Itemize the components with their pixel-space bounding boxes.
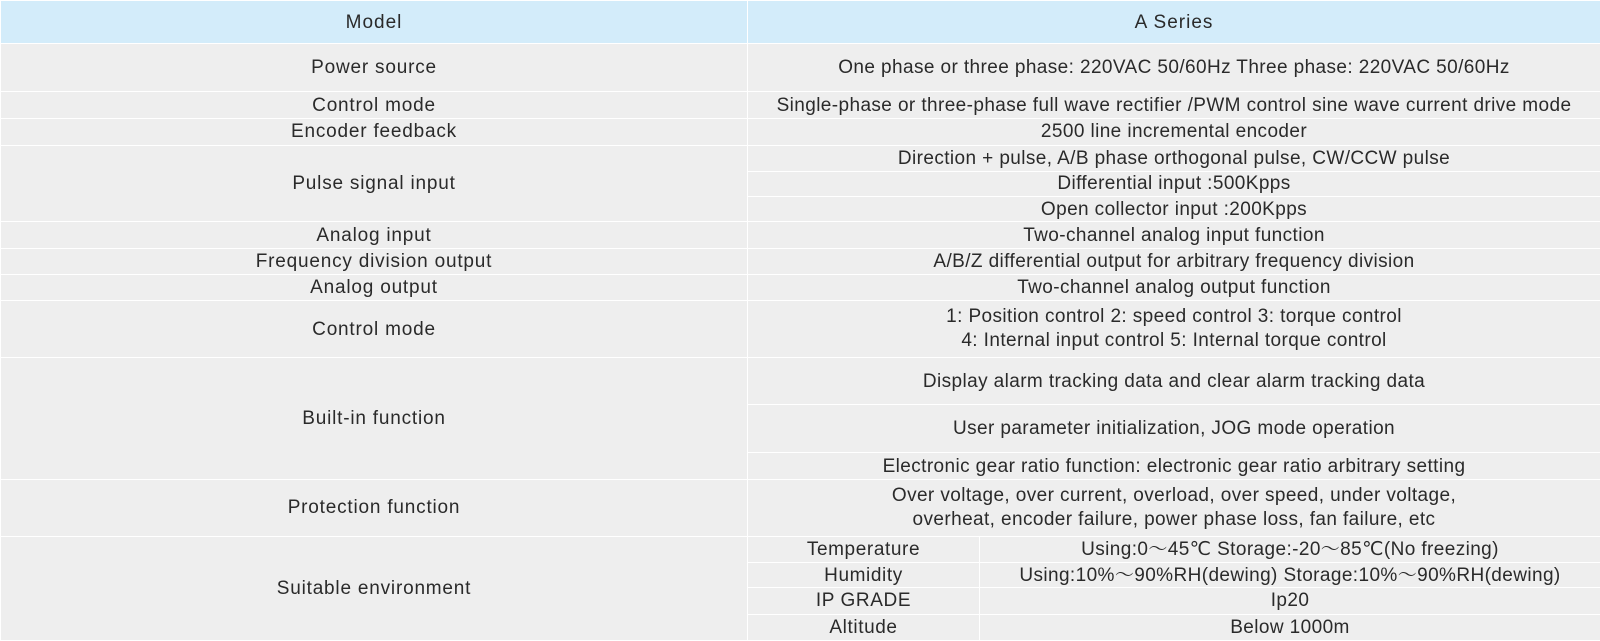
protection-function-line: Over voltage, over current, overload, over speed, under voltage, xyxy=(891,484,1457,506)
temperature-value: Using:0～45℃ Storage:-20～85℃(No freezing) xyxy=(980,536,1600,562)
row-analog-output xyxy=(1,274,1600,300)
encoder-feedback-label: Encoder feedback xyxy=(1,119,748,145)
encoder-feedback-value: 2500 line incremental encoder xyxy=(748,119,1600,145)
row-temperature xyxy=(1,536,1600,562)
control-mode-line: 1: Position control 2: speed control 3: torque control xyxy=(946,306,1402,328)
row-control-mode xyxy=(1,91,1600,118)
pulse-signal-input-value: Differential input :500Kpps xyxy=(748,171,1600,196)
power-source-value: One phase or three phase: 220VAC 50/60Hz Three phase: 220VAC 50/60Hz xyxy=(748,44,1600,92)
analog-input-value: Two-channel analog input function xyxy=(748,222,1600,248)
row-protection-function xyxy=(1,480,1600,537)
control-mode-line: 4: Internal input control 5: Internal torque control xyxy=(961,330,1387,352)
control-mode-label: Control mode xyxy=(1,91,748,118)
temperature-label: Temperature xyxy=(748,536,980,562)
control-mode-list-label: Control mode xyxy=(1,301,748,358)
row-frequency-division-output xyxy=(1,248,1600,274)
row-analog-input xyxy=(1,222,1600,248)
row-control-mode-list xyxy=(1,301,1600,358)
control-mode-list-value xyxy=(748,301,1600,358)
analog-output-value: Two-channel analog output function xyxy=(748,274,1600,300)
suitable-environment-label: Suitable environment xyxy=(1,536,748,640)
control-mode-value: Single-phase or three-phase full wave rectifier /PWM control sine wave current drive mode xyxy=(748,91,1600,118)
ip-grade-value: Ip20 xyxy=(980,588,1600,614)
frequency-division-output-label: Frequency division output xyxy=(1,248,748,274)
row-power-source xyxy=(1,44,1600,92)
power-source-label: Power source xyxy=(1,44,748,92)
built-in-function-label: Built-in function xyxy=(1,357,748,479)
humidity-value: Using:10%～90%RH(dewing) Storage:10%～90%RH(dewing) xyxy=(980,563,1600,588)
row-pulse-signal-input xyxy=(1,145,1600,171)
row-encoder-feedback xyxy=(1,119,1600,145)
altitude-value: Below 1000m xyxy=(980,614,1600,640)
ip-grade-label: IP GRADE xyxy=(748,588,980,614)
pulse-signal-input-value: Direction + pulse, A/B phase orthogonal pulse, CW/CCW pulse xyxy=(748,145,1600,171)
series-header: A Series xyxy=(748,1,1600,44)
pulse-signal-input-value: Open collector input :200Kpps xyxy=(748,197,1600,222)
built-in-function-value: Electronic gear ratio function: electronic gear ratio arbitrary setting xyxy=(748,452,1600,479)
header-row xyxy=(1,1,1600,44)
built-in-function-value: User parameter initialization, JOG mode operation xyxy=(748,405,1600,453)
row-built-in-function xyxy=(1,357,1600,405)
analog-input-label: Analog input xyxy=(1,222,748,248)
frequency-division-output-value: A/B/Z differential output for arbitrary frequency division xyxy=(748,248,1600,274)
protection-function-line: overheat, encoder failure, power phase loss, fan failure, etc xyxy=(912,508,1436,530)
pulse-signal-input-label: Pulse signal input xyxy=(1,145,748,222)
protection-function-label: Protection function xyxy=(1,480,748,537)
humidity-label: Humidity xyxy=(748,563,980,588)
built-in-function-value: Display alarm tracking data and clear alarm tracking data xyxy=(748,357,1600,405)
protection-function-value xyxy=(748,480,1600,537)
model-header: Model xyxy=(1,1,748,44)
altitude-label: Altitude xyxy=(748,614,980,640)
analog-output-label: Analog output xyxy=(1,274,748,300)
